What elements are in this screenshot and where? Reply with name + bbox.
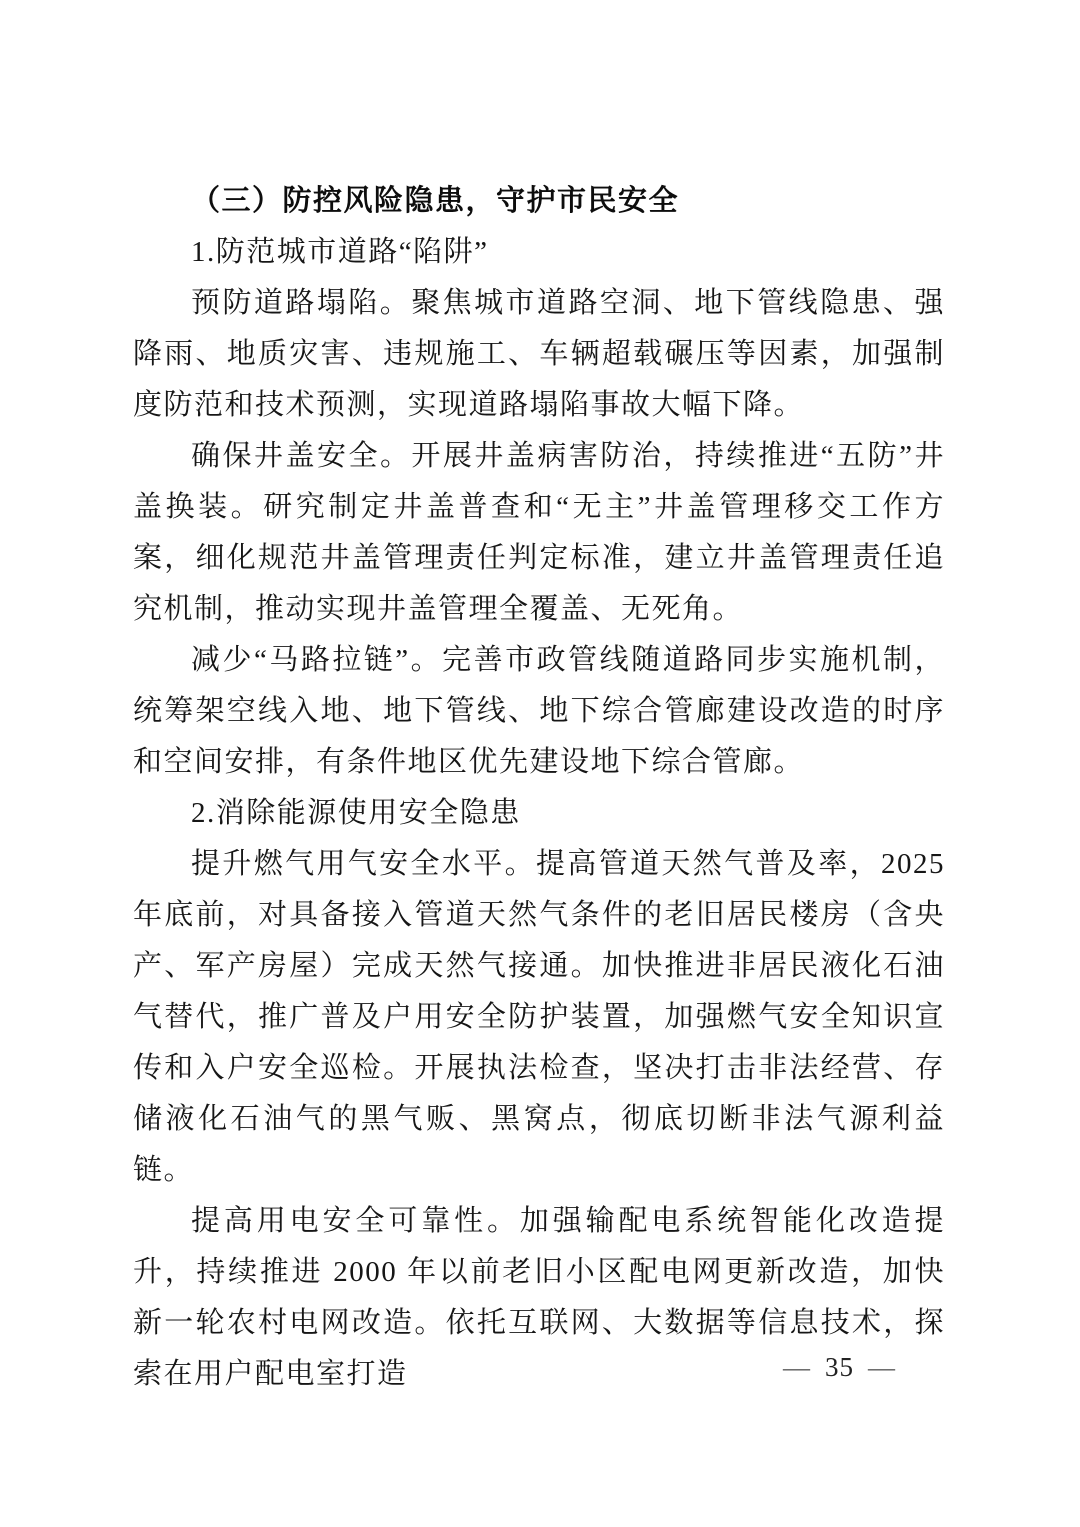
- paragraph-manhole-covers: 确保井盖安全。开展井盖病害防治，持续推进“五防”井盖换装。研究制定井盖普查和“无主”井盖管理移交工作方案，细化规范井盖管理责任判定标准，建立井盖管理责任追究机制，推动实现井盖管理全覆盖、无死角。: [133, 440, 945, 625]
- subheading-1: 1.防范城市道路“陷阱”: [191, 236, 489, 268]
- page-number: 35: [825, 1352, 854, 1382]
- footer-right-dash: —: [868, 1352, 896, 1382]
- footer-left-dash: —: [783, 1352, 811, 1382]
- section-heading: （三）防控风险隐患，守护市民安全: [191, 185, 680, 217]
- paragraph-gas-safety: 提升燃气用气安全水平。提高管道天然气普及率，2025 年底前，对具备接入管道天然气条件的老旧居民楼房（含央产、军产房屋）完成天然气接通。加快推进非居民液化石油气替代，推广普及户用安全防护装置，加强燃气安全知识宣传和入户安全巡检。开展执法检查，坚决打击非法经营、存储液化石油气的黑气贩、黑窝点，彻底切断非法气源利益链。: [133, 848, 945, 1186]
- paragraph-road-collapse: 预防道路塌陷。聚焦城市道路空洞、地下管线隐患、强降雨、地质灾害、违规施工、车辆超载碾压等因素，加强制度防范和技术预测，实现道路塌陷事故大幅下降。: [133, 287, 945, 421]
- paragraph-electricity-safety: 提高用电安全可靠性。加强输配电系统智能化改造提升，持续推进 2000 年以前老旧小区配电网更新改造，加快新一轮农村电网改造。依托互联网、大数据等信息技术，探索在用户配电室打造: [133, 1205, 945, 1390]
- subheading-2: 2.消除能源使用安全隐患: [191, 797, 521, 829]
- paragraph-road-zippers: 减少“马路拉链”。完善市政管线随道路同步实施机制，统筹架空线入地、地下管线、地下综合管廊建设改造的时序和空间安排，有条件地区优先建设地下综合管廊。: [133, 644, 945, 778]
- document-content: [133, 176, 945, 1400]
- page-footer: [769, 1350, 910, 1384]
